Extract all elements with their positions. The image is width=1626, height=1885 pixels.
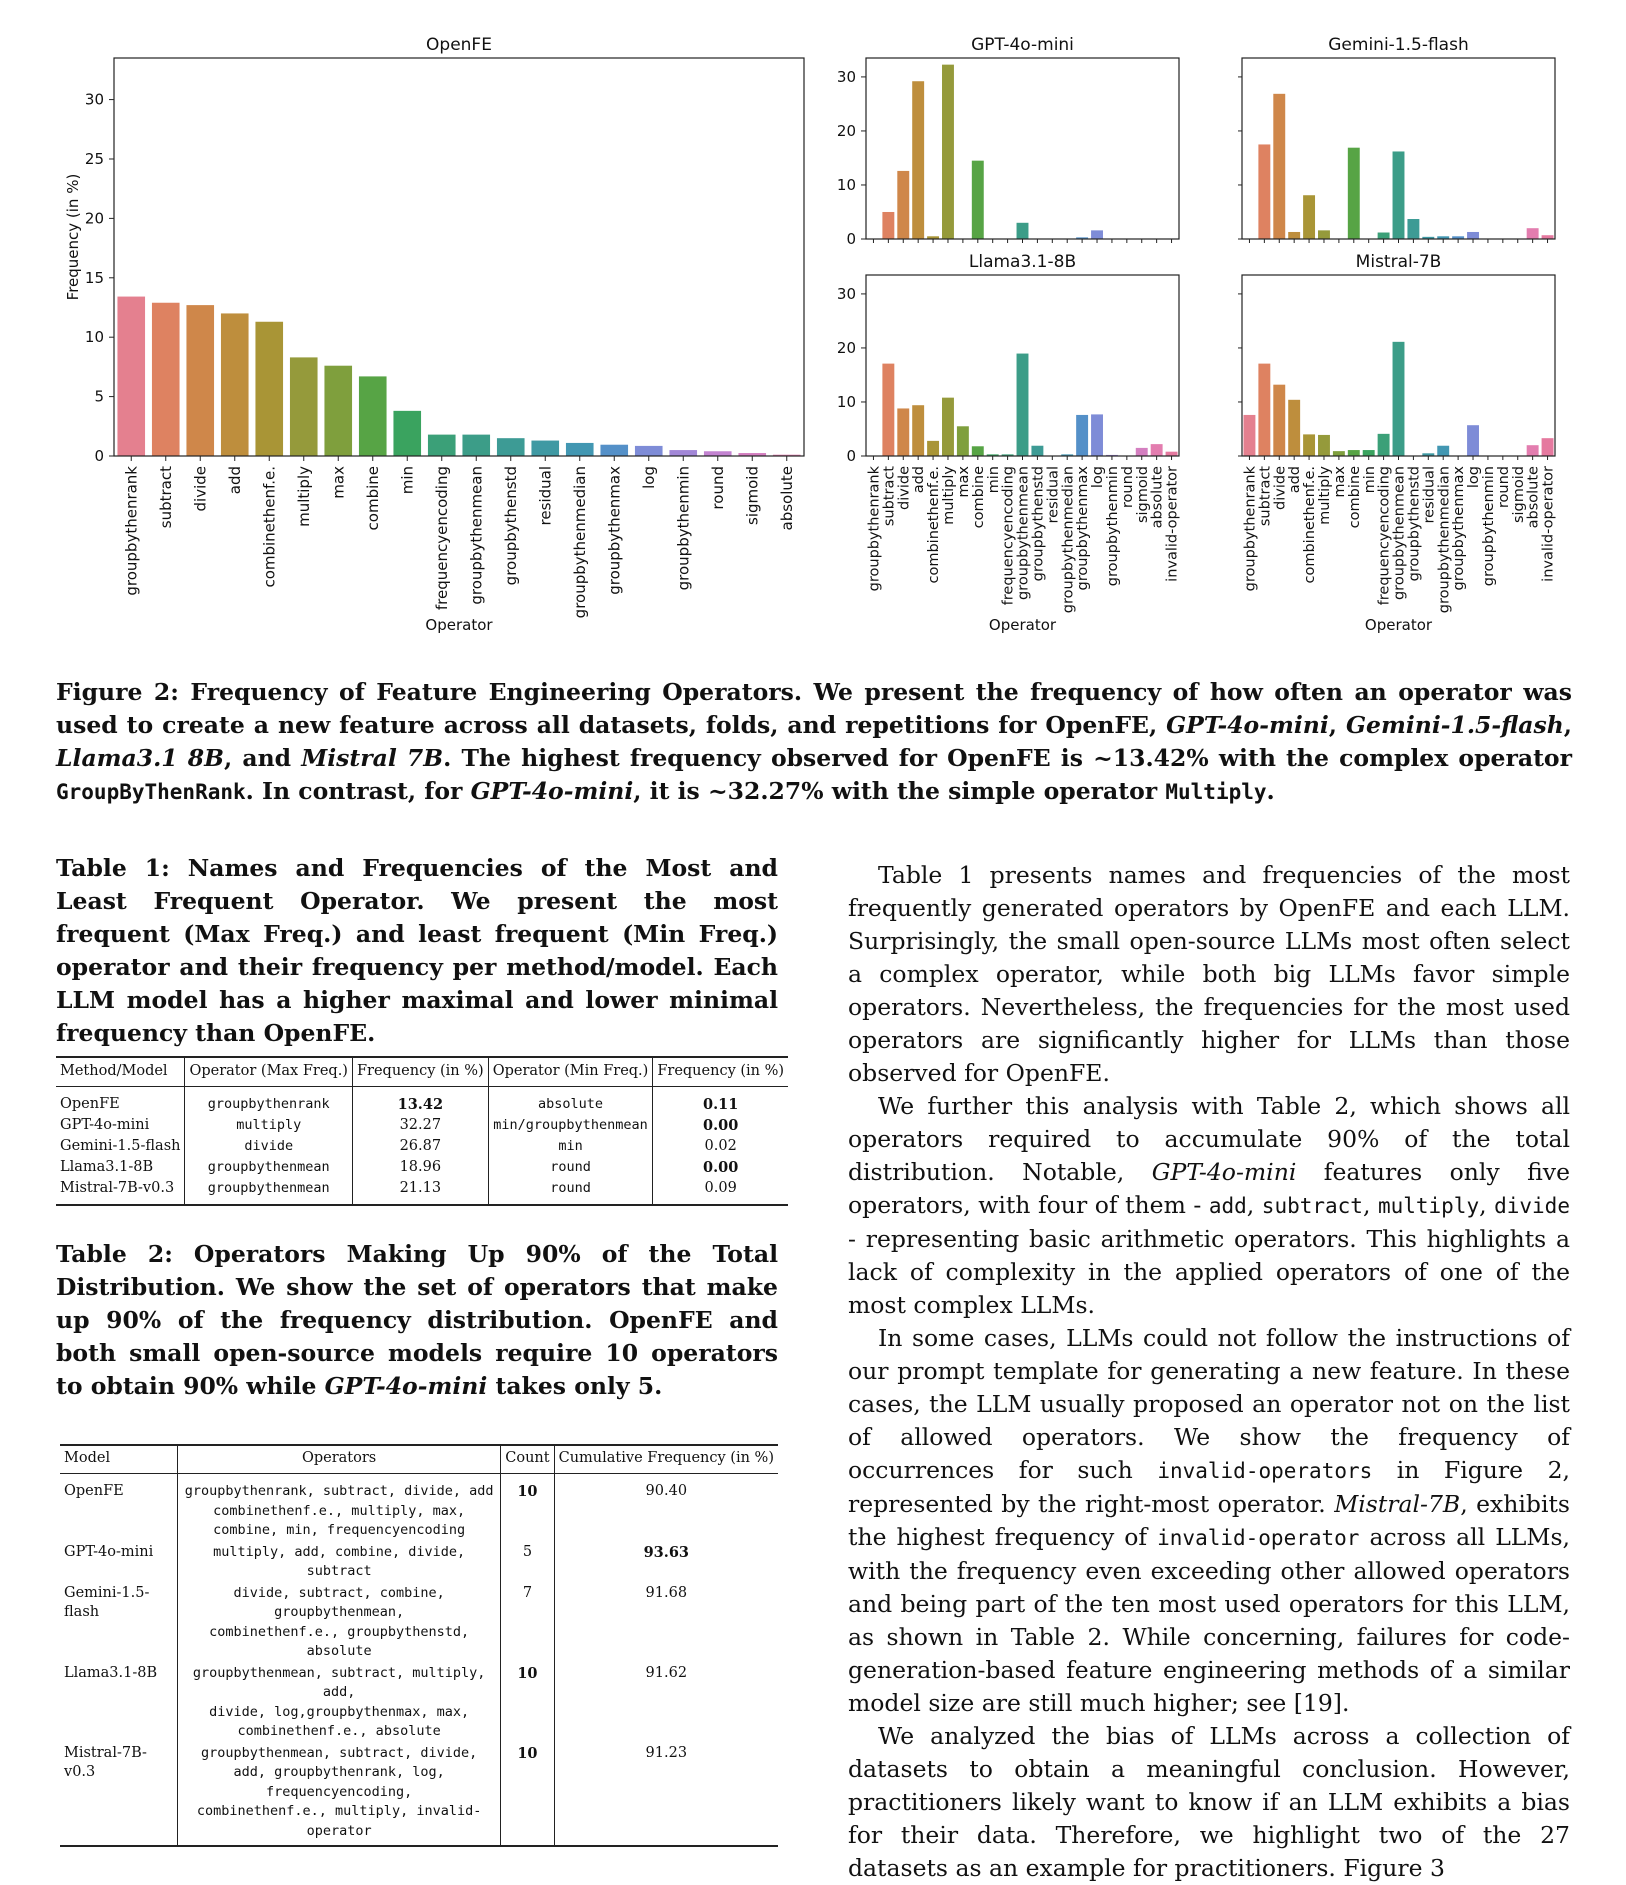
- column-header: Operator (Max Freq.): [185, 1057, 352, 1087]
- bar: [1091, 230, 1103, 239]
- x-tick-label: sigmoid: [1135, 466, 1151, 523]
- operators-cell: multiply, add, combine, divide, subtract: [177, 1542, 500, 1583]
- x-tick-label: subtract: [881, 466, 897, 526]
- x-tick-label: divide: [192, 466, 210, 511]
- x-tick-label: groupbythenmean: [468, 466, 486, 605]
- x-tick-label: log: [640, 466, 658, 489]
- model-name: Gemini-1.5-flash: [1346, 711, 1564, 739]
- x-tick-label: combinethenf.e.: [926, 466, 942, 584]
- bar: [942, 65, 954, 239]
- operator-code: invalid-operator: [1157, 1526, 1359, 1550]
- bar: [221, 313, 249, 456]
- separator: ,: [1363, 1191, 1378, 1219]
- x-tick-label: groupbythenmean: [1016, 466, 1032, 600]
- bar: [1076, 415, 1088, 456]
- figure-caption-text: We present the frequency of how often an operator was used to create a new feature across all datasets, folds, and repetitions for OpenFE,: [56, 678, 1572, 739]
- table-row: [60, 1583, 778, 1663]
- table-row: [56, 1178, 788, 1205]
- x-tick-label: groupbythenstd: [502, 466, 520, 585]
- model-name: Mistral 7B: [301, 744, 443, 772]
- max-frequency-cell: 32.27: [352, 1115, 488, 1136]
- column-header: Model: [60, 1445, 177, 1474]
- x-tick-label: round: [709, 466, 727, 510]
- bar: [1273, 94, 1285, 239]
- x-axis-label: Operator: [989, 616, 1057, 634]
- x-tick-label: combine: [971, 466, 987, 528]
- bar: [635, 446, 663, 456]
- chart-title: GPT-4o-mini: [971, 35, 1074, 55]
- x-tick-label: residual: [537, 466, 555, 525]
- model-name: Llama3.1 8B: [56, 744, 224, 772]
- y-tick-label: 25: [85, 150, 104, 168]
- bar: [1288, 400, 1300, 456]
- column-header: Operators: [177, 1445, 500, 1474]
- x-tick-label: multiply: [941, 466, 957, 525]
- model-name: GPT-4o-mini: [1166, 711, 1329, 739]
- table-row: [60, 1663, 778, 1743]
- body-paragraph: [848, 1090, 1570, 1322]
- x-tick-label: absolute: [1150, 466, 1166, 528]
- bar: [566, 443, 594, 456]
- operators-cell: groupbythenrank, subtract, divide, add combinethenf.e., multiply, max, combine, min, frequencyencoding: [177, 1474, 500, 1542]
- x-tick-label: absolute: [778, 466, 796, 531]
- bar: [972, 161, 984, 239]
- min-frequency-cell: 0.09: [653, 1178, 788, 1205]
- count-cell: 10: [501, 1743, 554, 1847]
- cumulative-frequency-cell: 91.23: [554, 1743, 778, 1847]
- bar: [1348, 450, 1360, 456]
- bar: [1017, 223, 1029, 239]
- chart-title: Mistral-7B: [1356, 252, 1442, 272]
- bar: [117, 297, 145, 456]
- separator: ,: [1564, 711, 1572, 739]
- model-cell: Gemini-1.5-flash: [60, 1583, 177, 1663]
- cumulative-frequency-cell: 91.68: [554, 1583, 778, 1663]
- bar: [1273, 385, 1285, 456]
- min-frequency-cell: 0.02: [653, 1136, 788, 1157]
- y-tick-label: 0: [846, 230, 856, 248]
- x-tick-label: log: [1090, 466, 1106, 488]
- bar: [1136, 448, 1148, 456]
- x-tick-label: groupbythenstd: [1030, 466, 1046, 581]
- x-tick-label: max: [956, 466, 972, 498]
- x-tick-label: subtract: [157, 466, 175, 528]
- min-frequency-cell: 0.11: [653, 1087, 788, 1116]
- x-tick-label: residual: [1421, 466, 1437, 523]
- x-tick-label: frequencyencoding: [1377, 466, 1393, 605]
- min-operator-cell: min/groupbythenmean: [488, 1115, 653, 1136]
- bar: [1378, 233, 1390, 239]
- table-row: [56, 1115, 788, 1136]
- column-header: Frequency (in %): [352, 1057, 488, 1087]
- x-tick-label: groupbythenmedian: [1436, 466, 1452, 613]
- column-header: Cumulative Frequency (in %): [554, 1445, 778, 1474]
- x-tick-label: invalid-operator: [1165, 466, 1181, 582]
- bar: [897, 408, 909, 456]
- model-name: Mistral-7B: [1334, 1490, 1460, 1518]
- x-tick-label: add: [226, 466, 244, 494]
- separator: ,: [1479, 1191, 1494, 1219]
- bar: [1303, 434, 1315, 456]
- min-operator-cell: min: [488, 1136, 653, 1157]
- bar: [1017, 354, 1029, 456]
- body-text-run: features only five operators, with four of them -: [848, 1158, 1570, 1219]
- y-axis-label: Frequency (in %): [64, 174, 82, 301]
- x-tick-label: round: [1120, 466, 1136, 508]
- cumulative-frequency-cell: 93.63: [554, 1542, 778, 1583]
- x-tick-label: groupbythenmin: [1105, 466, 1121, 586]
- body-paragraph: We analyzed the bias of LLMs across a collection of datasets to obtain a meaningful conclusion. However, practitioners likely want to know if an LLM exhibits a bias for their data. Therefore, we highlight two of the 27 datasets as an example for practitioners. Figure 3: [848, 1720, 1570, 1885]
- bar: [1467, 232, 1479, 239]
- operator-code: add: [1209, 1194, 1247, 1218]
- bar: [1031, 446, 1043, 456]
- figure-caption: [56, 676, 1572, 809]
- model-cell: OpenFE: [60, 1474, 177, 1542]
- operators-cell: divide, subtract, combine, groupbythenmean, combinethenf.e., groupbythenstd, absolute: [177, 1583, 500, 1663]
- x-tick-label: multiply: [1317, 466, 1333, 525]
- bar: [393, 411, 421, 456]
- axes-frame: [114, 58, 804, 456]
- bar: [1527, 445, 1539, 456]
- chart-title: Gemini-1.5-flash: [1328, 35, 1468, 55]
- body-text-run: across all LLMs, with the frequency even exceeding other allowed operators and being part of the ten most used operators for this LLM, as shown in Table 2. While concerning, failures for code-generation-based feature engineering methods of a similar model size are still much higher; see [19].: [848, 1523, 1570, 1717]
- bar: [882, 212, 894, 239]
- table-row: [56, 1136, 788, 1157]
- operator-code: subtract: [1262, 1194, 1363, 1218]
- figure-caption-text: .: [1267, 777, 1275, 805]
- figure-caption-label: Figure 2: Frequency of Feature Engineering Operators.: [56, 678, 802, 706]
- table-header-row: [60, 1445, 778, 1474]
- table-row: [56, 1087, 788, 1116]
- bar: [1318, 230, 1330, 239]
- model-name: GPT-4o-mini: [1152, 1158, 1297, 1186]
- x-tick-label: groupbythenmax: [1075, 466, 1091, 591]
- x-tick-label: add: [1287, 466, 1303, 493]
- x-tick-label: max: [1332, 466, 1348, 498]
- y-tick-label: 0: [846, 447, 856, 465]
- max-operator-cell: groupbythenmean: [185, 1178, 352, 1205]
- operator-code: GroupByThenRank: [56, 780, 246, 804]
- chart-title: OpenFE: [426, 35, 492, 55]
- bar: [1333, 451, 1345, 456]
- bar: [497, 438, 525, 456]
- y-tick-label: 0: [94, 447, 104, 465]
- x-tick-label: min: [986, 466, 1002, 493]
- bar: [927, 441, 939, 456]
- x-tick-label: combine: [364, 466, 382, 530]
- x-tick-label: combine: [1347, 466, 1363, 528]
- figure-caption-text: . In contrast, for: [246, 777, 471, 805]
- y-tick-label: 20: [837, 122, 856, 140]
- bar: [1288, 232, 1300, 239]
- bar: [1467, 425, 1479, 456]
- y-tick-label: 10: [837, 176, 856, 194]
- bar: [1542, 438, 1554, 456]
- separator: , and: [224, 744, 301, 772]
- x-tick-label: subtract: [1257, 466, 1273, 526]
- max-operator-cell: groupbythenmean: [185, 1157, 352, 1178]
- bar: [942, 398, 954, 456]
- operator-frequency-figure: [0, 0, 1626, 650]
- figure-caption-text: , it is ~32.27% with the simple operator: [633, 777, 1165, 805]
- bar: [1363, 450, 1375, 456]
- table2-caption-text: takes only 5.: [487, 1372, 662, 1400]
- x-axis-label: Operator: [425, 616, 493, 634]
- x-tick-label: frequencyencoding: [433, 466, 451, 610]
- bar: [897, 171, 909, 239]
- table-row: [60, 1542, 778, 1583]
- body-text-run: , exhibits the highest frequency of: [848, 1490, 1570, 1551]
- operator-code: divide: [1494, 1194, 1570, 1218]
- table-row: [60, 1743, 778, 1847]
- x-tick-label: multiply: [295, 466, 313, 527]
- max-frequency-cell: 18.96: [352, 1157, 488, 1178]
- y-tick-label: 15: [85, 269, 104, 287]
- bar: [1348, 148, 1360, 239]
- bar: [669, 450, 697, 456]
- y-tick-label: 20: [85, 209, 104, 227]
- column-header: Count: [501, 1445, 554, 1474]
- min-frequency-cell: 0.00: [653, 1157, 788, 1178]
- x-tick-label: groupbythenmedian: [1060, 466, 1076, 613]
- x-tick-label: max: [330, 466, 348, 499]
- min-operator-cell: absolute: [488, 1087, 653, 1116]
- body-text: [848, 859, 1570, 1885]
- model-cell: Mistral-7B-v0.3: [60, 1743, 177, 1847]
- max-operator-cell: divide: [185, 1136, 352, 1157]
- count-cell: 10: [501, 1474, 554, 1542]
- separator: ,: [1329, 711, 1346, 739]
- bar: [1166, 452, 1178, 456]
- bar: [972, 446, 984, 456]
- bar: [152, 303, 180, 456]
- min-frequency-cell: 0.00: [653, 1115, 788, 1136]
- max-frequency-cell: 26.87: [352, 1136, 488, 1157]
- bar: [1258, 364, 1270, 456]
- bar: [1378, 434, 1390, 456]
- model-name: GPT-4o-mini: [471, 777, 634, 805]
- table2-caption: [56, 1238, 778, 1403]
- bar: [255, 322, 283, 456]
- y-tick-label: 10: [837, 393, 856, 411]
- table1: [56, 1056, 788, 1206]
- table2-caption-text: Table 2: Operators Making Up 90% of the Total Distribution. We show the set of operators that make up 90% of the frequency distribution. OpenFE and both small open-source models require 10 operators to obtain 90% while: [56, 1240, 778, 1400]
- min-operator-cell: round: [488, 1178, 653, 1205]
- x-tick-label: groupbythenmax: [606, 466, 624, 595]
- body-text-run: We further this analysis with Table 2, which shows all operators required to accumulate 90% of the total distribution. Notable,: [848, 1092, 1570, 1186]
- operator-code: multiply: [1378, 1194, 1479, 1218]
- x-tick-label: sigmoid: [744, 466, 762, 525]
- bar: [428, 435, 456, 456]
- bar: [1318, 435, 1330, 456]
- y-tick-label: 5: [94, 388, 104, 406]
- model-cell: GPT-4o-mini: [60, 1542, 177, 1583]
- body-text-run: in Figure 2, represented by the right-most operator.: [848, 1456, 1570, 1518]
- bar: [1437, 446, 1449, 456]
- column-header: Method/Model: [56, 1057, 185, 1087]
- x-tick-label: combinethenf.e.: [1302, 466, 1318, 584]
- body-text-run: In some cases, LLMs could not follow the instructions of our prompt template for generating a new feature. In these cases, the LLM usually proposed an operator not on the list of allowed operators. We show the frequency of occurrences for such: [848, 1324, 1570, 1484]
- bar: [882, 364, 894, 456]
- model-cell: Llama3.1-8B: [56, 1157, 185, 1178]
- bar: [704, 451, 732, 456]
- bar: [1243, 415, 1255, 456]
- x-tick-label: round: [1496, 466, 1512, 508]
- model-cell: Mistral-7B-v0.3: [56, 1178, 185, 1205]
- bar: [1303, 195, 1315, 239]
- model-cell: Gemini-1.5-flash: [56, 1136, 185, 1157]
- x-tick-label: sigmoid: [1511, 466, 1527, 523]
- bar: [186, 305, 214, 456]
- bar: [531, 441, 559, 456]
- bar: [290, 357, 318, 456]
- x-tick-label: groupbythenmean: [1392, 466, 1408, 600]
- bar: [1407, 219, 1419, 239]
- operators-cell: groupbythenmean, subtract, multiply, add, divide, log,groupbythenmax, max, combinethenf.e., absolute: [177, 1663, 500, 1743]
- table2: [60, 1444, 778, 1847]
- max-frequency-cell: 21.13: [352, 1178, 488, 1205]
- y-tick-label: 30: [837, 285, 856, 303]
- operators-cell: groupbythenmean, subtract, divide, add, groupbythenrank, log, frequencyencoding, combinethenf.e., multiply, invalid-operator: [177, 1743, 500, 1847]
- column-header: Operator (Min Freq.): [488, 1057, 653, 1087]
- y-tick-label: 20: [837, 339, 856, 357]
- count-cell: 7: [501, 1583, 554, 1663]
- cumulative-frequency-cell: 91.62: [554, 1663, 778, 1743]
- bar: [1527, 228, 1539, 239]
- count-cell: 5: [501, 1542, 554, 1583]
- x-tick-label: divide: [1272, 466, 1288, 510]
- y-tick-label: 10: [85, 328, 104, 346]
- x-tick-label: groupbythenrank: [123, 466, 141, 596]
- bar: [1151, 444, 1163, 456]
- bar: [600, 445, 628, 456]
- table-row: [56, 1157, 788, 1178]
- body-text-run: - representing basic arithmetic operators. This highlights a lack of complexity in the applied operators of one of the most complex LLMs.: [848, 1225, 1570, 1319]
- column-header: Frequency (in %): [653, 1057, 788, 1087]
- chart-title: Llama3.1-8B: [969, 252, 1076, 272]
- x-axis-label: Operator: [1365, 616, 1433, 634]
- x-tick-label: frequencyencoding: [1001, 466, 1017, 605]
- y-tick-label: 30: [837, 68, 856, 86]
- x-tick-label: divide: [896, 466, 912, 510]
- bar: [462, 435, 490, 456]
- x-tick-label: groupbythenmax: [1451, 466, 1467, 591]
- operator-code: Multiply: [1165, 780, 1266, 804]
- x-tick-label: add: [911, 466, 927, 493]
- x-tick-label: invalid-operator: [1541, 466, 1557, 582]
- x-tick-label: residual: [1045, 466, 1061, 523]
- x-tick-label: groupbythenmin: [675, 466, 693, 590]
- bar: [1393, 342, 1405, 456]
- body-paragraph: [848, 1322, 1570, 1720]
- model-cell: GPT-4o-mini: [56, 1115, 185, 1136]
- bar: [1091, 414, 1103, 456]
- x-tick-label: log: [1466, 466, 1482, 488]
- max-operator-cell: multiply: [185, 1115, 352, 1136]
- cumulative-frequency-cell: 90.40: [554, 1474, 778, 1542]
- operator-code: invalid-operators: [1157, 1459, 1372, 1483]
- count-cell: 10: [501, 1663, 554, 1743]
- x-tick-label: absolute: [1526, 466, 1542, 528]
- bar: [324, 366, 352, 456]
- x-tick-label: combinethenf.e.: [261, 466, 279, 588]
- table-row: [60, 1474, 778, 1542]
- x-tick-label: groupbythenstd: [1406, 466, 1422, 581]
- bar: [912, 81, 924, 239]
- x-tick-label: groupbythenmedian: [571, 466, 589, 618]
- x-tick-label: groupbythenrank: [867, 465, 883, 591]
- bar: [957, 426, 969, 456]
- model-name: GPT-4o-mini: [325, 1372, 488, 1400]
- x-tick-label: min: [1362, 466, 1378, 493]
- bar: [912, 405, 924, 456]
- table1-caption: Table 1: Names and Frequencies of the Most and Least Frequent Operator. We present the most frequent (Max Freq.) and least frequent (Min Freq.) operator and their frequency per method/model. Each LLM model has a higher maximal and lower minimal frequency than OpenFE.: [56, 852, 778, 1050]
- x-tick-label: groupbythenrank: [1243, 465, 1259, 591]
- bar: [359, 376, 387, 456]
- model-cell: Llama3.1-8B: [60, 1663, 177, 1743]
- x-tick-label: groupbythenmin: [1481, 466, 1497, 586]
- x-tick-label: min: [399, 466, 417, 494]
- y-tick-label: 30: [85, 91, 104, 109]
- min-operator-cell: round: [488, 1157, 653, 1178]
- max-frequency-cell: 13.42: [352, 1087, 488, 1116]
- model-cell: OpenFE: [56, 1087, 185, 1116]
- figure-caption-text: . The highest frequency observed for OpenFE is ~13.42% with the complex operator: [443, 744, 1572, 772]
- body-paragraph: Table 1 presents names and frequencies of the most frequently generated operators by OpenFE and each LLM. Surprisingly, the small open-source LLMs most often select a complex operator, while both big LLMs favor simple operators. Nevertheless, the frequencies for the most used operators are significantly higher for LLMs than those observed for OpenFE.: [848, 859, 1570, 1090]
- bar: [1393, 151, 1405, 239]
- table-header-row: [56, 1057, 788, 1087]
- bar: [1258, 144, 1270, 239]
- separator: ,: [1247, 1191, 1262, 1219]
- max-operator-cell: groupbythenrank: [185, 1087, 352, 1116]
